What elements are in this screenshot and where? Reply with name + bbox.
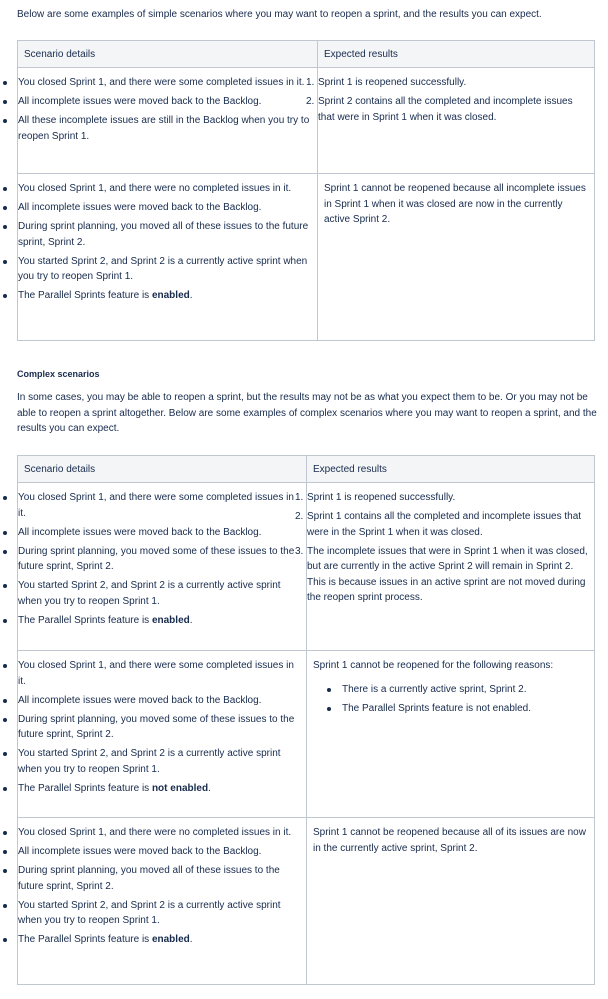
intro-paragraph: Below are some examples of simple scenarios where you may want to reopen a sprint, and the results you can expect. bbox=[17, 9, 542, 20]
list-item: All incomplete issues were moved back to the Backlog. bbox=[18, 525, 300, 541]
expected-results-cell bbox=[307, 818, 595, 985]
list-item: You started Sprint 2, and Sprint 2 is a currently active sprint when you try to reopen Sprint 1. bbox=[18, 746, 300, 777]
column-header-results: Expected results bbox=[318, 41, 595, 68]
section-heading: Complex scenarios bbox=[17, 369, 100, 379]
column-header-scenario: Scenario details bbox=[18, 456, 307, 483]
list-item: There is a currently active sprint, Sprint 2. bbox=[342, 682, 594, 698]
scenario-details-cell bbox=[18, 818, 307, 985]
scenario-details-list bbox=[18, 818, 306, 948]
list-item: The Parallel Sprints feature is enabled. bbox=[18, 932, 300, 948]
list-item: All incomplete issues were moved back to the Backlog. bbox=[18, 844, 300, 860]
scenario-details-list bbox=[18, 483, 306, 628]
expected-results-cell bbox=[295, 483, 595, 651]
list-item: You closed Sprint 1, and there were some completed issues in it. bbox=[18, 490, 300, 521]
list-item: 2. Sprint 2 contains all the completed and incomplete issues that were in Sprint 1 when it was closed. bbox=[306, 96, 573, 123]
column-header-results: Expected results bbox=[307, 456, 595, 483]
list-item: 3. The incomplete issues that were in Sprint 1 when it was closed, but are currently in the active Sprint 2 will remain in Sprint 2. This is because issues in an active sprint are not moved during the reopen sprint process. bbox=[295, 545, 588, 603]
list-item: The Parallel Sprints feature is not enabled. bbox=[342, 701, 594, 717]
complex-scenarios-table bbox=[17, 455, 595, 985]
table-header-row bbox=[18, 41, 595, 68]
list-item: The Parallel Sprints feature is enabled. bbox=[18, 613, 300, 629]
list-item: All incomplete issues were moved back to the Backlog. bbox=[18, 693, 300, 709]
parallel-state: enabled bbox=[151, 290, 190, 301]
expected-results-list bbox=[295, 483, 594, 606]
list-item: During sprint planning, you moved some of these issues to the future sprint, Sprint 2. bbox=[18, 544, 300, 575]
table-row bbox=[18, 651, 595, 818]
simple-scenarios-table bbox=[17, 40, 595, 341]
scenario-details-list bbox=[18, 174, 317, 304]
parallel-state: enabled bbox=[151, 934, 190, 945]
table-row bbox=[18, 483, 595, 651]
list-item: 1. Sprint 1 is reopened successfully. bbox=[295, 492, 456, 503]
list-item: You closed Sprint 1, and there were no completed issues in it. bbox=[18, 825, 300, 841]
list-item: All incomplete issues were moved back to the Backlog. bbox=[18, 200, 311, 216]
results-text: Sprint 1 cannot be reopened because all of its issues are now in the currently active sprint, Sprint 2. bbox=[313, 827, 586, 854]
list-item: 2. Sprint 1 contains all the completed and incomplete issues that were in the Sprint 1 when it was closed. bbox=[295, 511, 582, 538]
list-item: You closed Sprint 1, and there were some completed issues in it. bbox=[18, 658, 300, 689]
expected-results-cell bbox=[307, 651, 595, 818]
expected-results-cell bbox=[306, 68, 595, 174]
list-item: All these incomplete issues are still in the Backlog when you try to reopen Sprint 1. bbox=[18, 113, 311, 144]
table-row bbox=[18, 818, 595, 985]
parallel-state: not enabled bbox=[151, 782, 209, 794]
list-item: You started Sprint 2, and Sprint 2 is a currently active sprint when you try to reopen Sprint 1. bbox=[18, 578, 300, 609]
list-item: During sprint planning, you moved all of these issues to the future sprint, Sprint 2. bbox=[18, 863, 300, 894]
list-item: All incomplete issues were moved back to the Backlog. bbox=[18, 94, 311, 110]
scenario-details-cell bbox=[18, 174, 318, 341]
expected-results-list bbox=[306, 68, 594, 125]
list-item: You started Sprint 2, and Sprint 2 is a currently active sprint when you try to reopen Sprint 1. bbox=[18, 898, 300, 929]
results-reasons-list bbox=[307, 682, 594, 717]
expected-results-cell bbox=[318, 174, 595, 341]
complex-paragraph: In some cases, you may be able to reopen a sprint, but the results may not be as what you expect them to be. Or you may not be able to reopen a sprint altogether. Below are some examples of complex scenarios where you may want to reopen a sprint, and the results you can expect. bbox=[17, 392, 597, 434]
list-item: During sprint planning, you moved all of these issues to the future sprint, Sprint 2. bbox=[18, 219, 311, 250]
list-item: 1. Sprint 1 is reopened successfully. bbox=[306, 77, 467, 88]
scenario-details-list bbox=[18, 68, 317, 144]
results-text: Sprint 1 cannot be reopened for the following reasons: bbox=[313, 660, 554, 671]
scenario-details-cell bbox=[18, 68, 318, 174]
column-header-scenario: Scenario details bbox=[18, 41, 318, 68]
list-item: During sprint planning, you moved some of these issues to the future sprint, Sprint 2. bbox=[18, 712, 300, 743]
list-item: You started Sprint 2, and Sprint 2 is a currently active sprint when you try to reopen Sprint 1. bbox=[18, 254, 311, 285]
table-row bbox=[18, 174, 595, 341]
scenario-details-list bbox=[18, 651, 306, 796]
table-row bbox=[18, 68, 595, 174]
scenario-details-cell bbox=[18, 483, 307, 651]
list-item: The Parallel Sprints feature is not enabled. bbox=[18, 781, 300, 797]
list-item: You closed Sprint 1, and there were some completed issues in it. bbox=[18, 75, 311, 91]
results-text: Sprint 1 cannot be reopened because all incomplete issues in Sprint 1 when it was closed are now in the currently active Sprint 2. bbox=[324, 183, 586, 225]
list-item: You closed Sprint 1, and there were no completed issues in it. bbox=[18, 181, 311, 197]
parallel-state: enabled bbox=[151, 614, 190, 626]
table-header-row bbox=[18, 456, 595, 483]
list-item: The Parallel Sprints feature is enabled. bbox=[18, 288, 311, 304]
scenario-details-cell bbox=[18, 651, 307, 818]
